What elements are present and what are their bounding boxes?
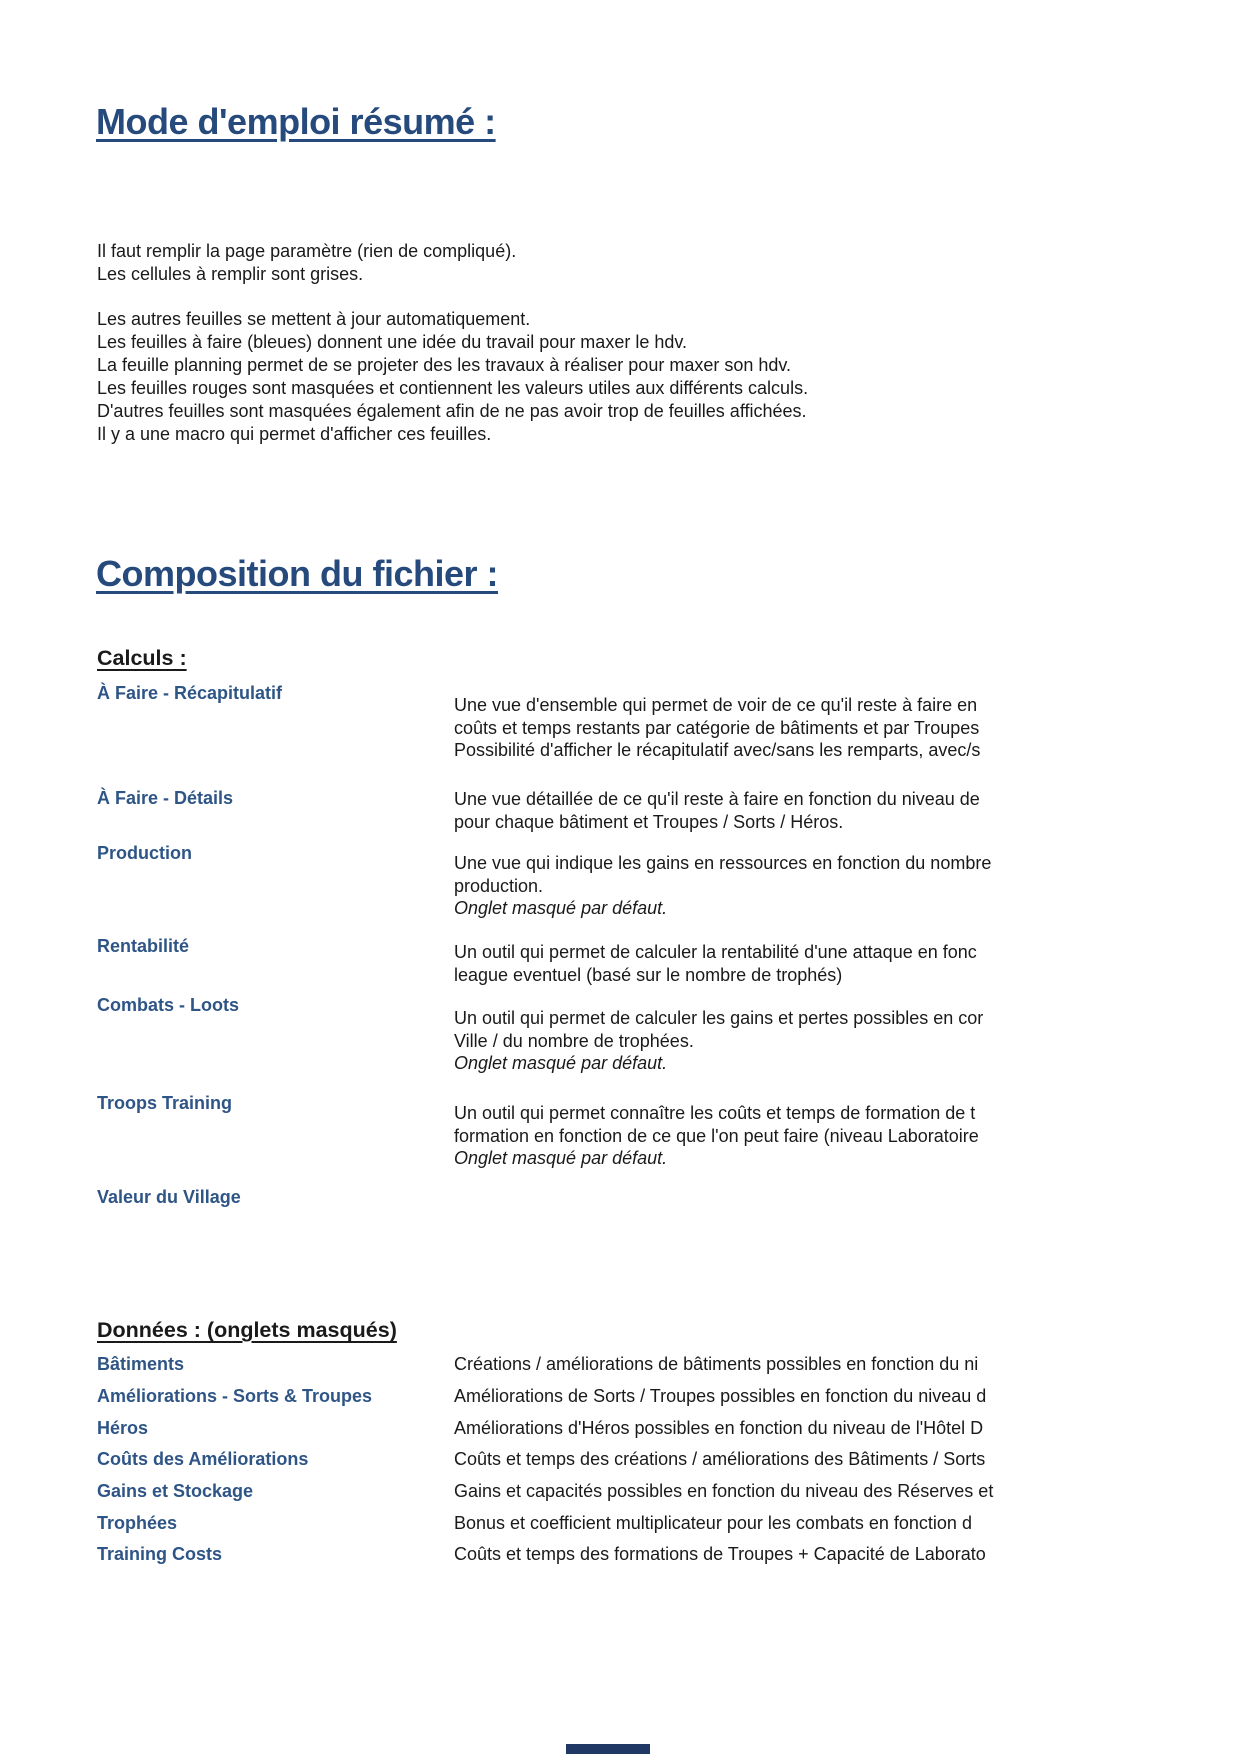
desc-line: formation en fonction de ce que l'on peut faire (niveau Laboratoire	[454, 1125, 979, 1146]
desc-note-hidden-tab: Onglet masqué par défaut.	[454, 1053, 668, 1073]
sheet-desc-combats-loots	[454, 1007, 1096, 1075]
intro-line: Il y a une macro qui permet d'afficher ces feuilles.	[97, 424, 492, 444]
data-desc-gains-et-stockage: Gains et capacités possibles en fonction du niveau des Réserves et	[454, 1481, 994, 1501]
sheet-label-troops-training: Troops Training	[97, 1093, 233, 1113]
data-label-gains-et-stockage: Gains et Stockage	[97, 1481, 254, 1501]
section-heading-donnees: Données : (onglets masqués)	[97, 1318, 397, 1342]
intro-line: Les feuilles à faire (bleues) donnent une idée du travail pour maxer le hdv.	[97, 332, 688, 352]
desc-line: Un outil qui permet de calculer les gains et pertes possibles en cor	[454, 1008, 984, 1028]
sheet-label-a-faire-recapitulatif: À Faire - Récapitulatif	[97, 683, 283, 703]
data-label-couts-des-ameliorations: Coûts des Améliorations	[97, 1449, 309, 1469]
sheet-label-valeur-du-village: Valeur du Village	[97, 1187, 241, 1207]
data-label-trophees: Trophées	[97, 1513, 178, 1533]
data-desc-ameliorations-sorts-troupes: Améliorations de Sorts / Troupes possibles en fonction du niveau d	[454, 1386, 987, 1406]
intro-line: Les autres feuilles se mettent à jour automatiquement.	[97, 309, 531, 329]
sheet-desc-production	[454, 852, 1096, 920]
data-desc-training-costs: Coûts et temps des formations de Troupes + Capacité de Laborato	[454, 1544, 986, 1564]
sheet-label-production: Production	[97, 843, 192, 863]
intro-paragraph-2	[97, 308, 808, 446]
sheet-label-rentabilite: Rentabilité	[97, 936, 190, 956]
sheet-desc-troops-training	[454, 1102, 1096, 1170]
desc-line: production.	[454, 875, 544, 896]
sheet-desc-a-faire-recapitulatif	[454, 694, 1096, 762]
data-desc-batiments: Créations / améliorations de bâtiments possibles en fonction du ni	[454, 1354, 979, 1374]
next-page-table-edge	[566, 1744, 650, 1754]
data-desc-heros: Améliorations d'Héros possibles en fonction du niveau de l'Hôtel D	[454, 1418, 984, 1438]
intro-line: La feuille planning permet de se projeter des les travaux à réaliser pour maxer son hdv.	[97, 355, 792, 375]
sheet-label-a-faire-details: À Faire - Détails	[97, 788, 234, 808]
desc-line: league eventuel (basé sur le nombre de trophés)	[454, 964, 843, 985]
data-row-heros	[0, 1416, 1241, 1442]
data-row-batiments	[0, 1352, 1241, 1378]
data-row-couts-des-ameliorations	[0, 1447, 1241, 1473]
desc-line: Possibilité d'afficher le récapitulatif avec/sans les remparts, avec/s	[454, 740, 981, 760]
data-label-training-costs: Training Costs	[97, 1544, 223, 1564]
desc-line: Ville / du nombre de trophées.	[454, 1030, 694, 1051]
desc-line: Une vue qui indique les gains en ressources en fonction du nombre	[454, 853, 992, 873]
page-title-mode-demploi: Mode d'emploi résumé :	[96, 101, 496, 142]
data-label-batiments: Bâtiments	[97, 1354, 185, 1374]
data-desc-trophees: Bonus et coefficient multiplicateur pour les combats en fonction d	[454, 1513, 972, 1533]
intro-line: Il faut remplir la page paramètre (rien de compliqué).	[97, 241, 517, 261]
intro-paragraph-1	[97, 240, 516, 286]
data-row-gains-et-stockage	[0, 1479, 1241, 1505]
sheet-desc-a-faire-details	[454, 788, 1096, 833]
intro-line: D'autres feuilles sont masquées également afin de ne pas avoir trop de feuilles affichées.	[97, 401, 807, 421]
data-row-trophees	[0, 1511, 1241, 1537]
desc-line: Une vue détaillée de ce qu'il reste à faire en fonction du niveau de	[454, 789, 980, 809]
desc-line: coûts et temps restants par catégorie de bâtiments et par Troupes	[454, 717, 980, 738]
desc-line: Un outil qui permet connaître les coûts et temps de formation de t	[454, 1103, 976, 1123]
section-heading-calculs: Calculs :	[97, 646, 187, 670]
intro-line: Les cellules à remplir sont grises.	[97, 264, 364, 284]
desc-line: Un outil qui permet de calculer la rentabilité d'une attaque en fonc	[454, 942, 977, 962]
intro-line: Les feuilles rouges sont masquées et contiennent les valeurs utiles aux différents calculs.	[97, 378, 809, 398]
desc-note-hidden-tab: Onglet masqué par défaut.	[454, 1148, 668, 1168]
sheet-desc-rentabilite	[454, 941, 1096, 986]
desc-line: pour chaque bâtiment et Troupes / Sorts / Héros.	[454, 811, 844, 832]
desc-line: Une vue d'ensemble qui permet de voir de ce qu'il reste à faire en	[454, 695, 978, 715]
data-desc-couts-des-ameliorations: Coûts et temps des créations / améliorations des Bâtiments / Sorts	[454, 1449, 986, 1469]
page-title-composition: Composition du fichier :	[96, 553, 498, 594]
data-row-training-costs	[0, 1542, 1241, 1568]
data-label-heros: Héros	[97, 1418, 149, 1438]
desc-note-hidden-tab: Onglet masqué par défaut.	[454, 898, 668, 918]
data-row-ameliorations-sorts-troupes	[0, 1384, 1241, 1410]
data-label-ameliorations-sorts-troupes: Améliorations - Sorts & Troupes	[97, 1386, 373, 1406]
sheet-label-combats-loots: Combats - Loots	[97, 995, 239, 1015]
